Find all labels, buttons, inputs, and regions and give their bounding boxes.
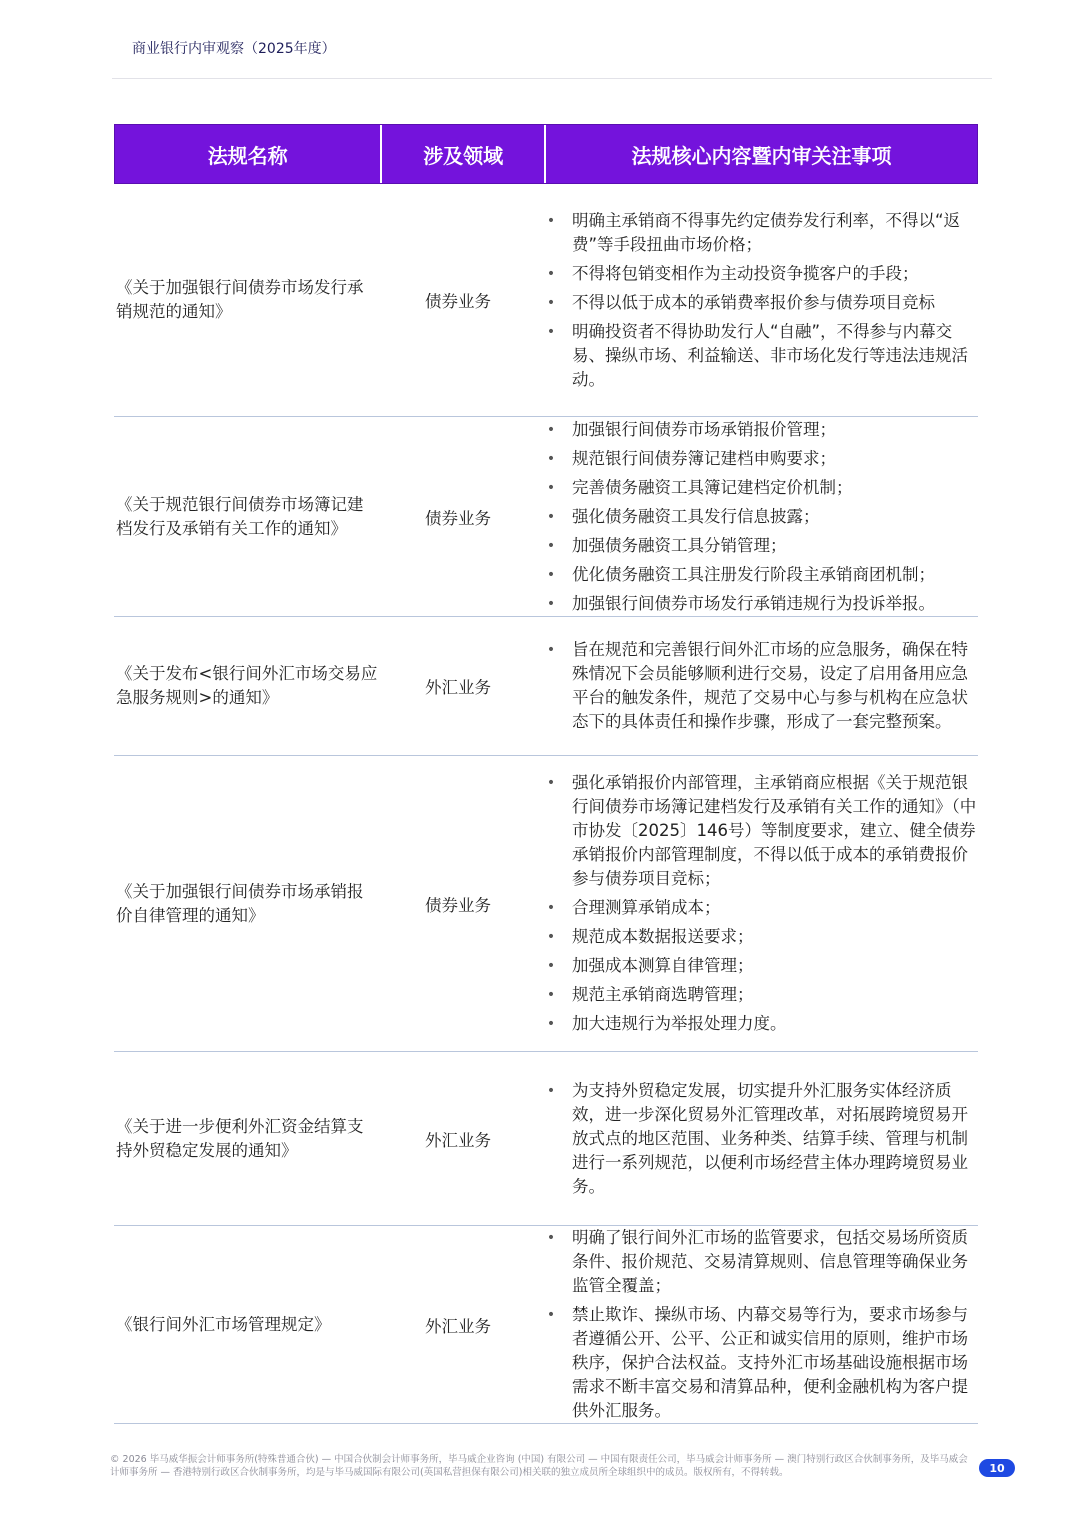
- regulation-points: [546, 617, 978, 755]
- header-divider: [112, 78, 992, 79]
- bullet-icon: •: [546, 1016, 556, 1032]
- bullet-icon: •: [546, 566, 556, 583]
- column-header-name: 法规名称: [115, 125, 382, 183]
- bullet-icon: •: [546, 265, 556, 282]
- page-number-badge: 10: [979, 1459, 1015, 1477]
- point-text: 加强银行间债券市场发行承销违规行为投诉举报。: [572, 593, 935, 613]
- regulation-name: 《关于规范银行间债券市场簿记建档发行及承销有关工作的通知》: [116, 494, 364, 538]
- list-item: [546, 563, 978, 587]
- list-item: [546, 1079, 978, 1199]
- bullet-icon: •: [546, 508, 556, 525]
- table-body: [114, 184, 978, 1424]
- points-list: [546, 638, 978, 734]
- list-item: [546, 771, 978, 891]
- point-text: 加强银行间债券市场承销报价管理；: [572, 419, 836, 439]
- regulation-name: 《关于加强银行间债券市场承销报价自律管理的通知》: [116, 881, 364, 925]
- point-text: 明确投资者不得协助发行人“自融”，不得参与内幕交易、操纵市场、利益输送、非市场化发行等违法违规活动。: [572, 321, 968, 389]
- point-text: 规范主承销商选聘管理；: [572, 985, 754, 1004]
- regulation-domain: 外汇业务: [425, 1316, 491, 1336]
- bullet-icon: •: [546, 479, 556, 496]
- column-header-points: 法规核心内容暨内审关注事项: [631, 143, 892, 168]
- point-text: 完善债务融资工具簿记建档定价机制；: [572, 477, 853, 497]
- bullet-icon: •: [546, 987, 556, 1003]
- column-header-domain: 涉及领域: [382, 125, 546, 183]
- regulation-points: [546, 1052, 978, 1225]
- table-row: [114, 617, 978, 756]
- bullet-icon: •: [546, 294, 556, 311]
- table-header: [114, 124, 978, 184]
- table-row: [114, 184, 978, 417]
- regulation-points: [546, 417, 978, 616]
- bullet-icon: •: [546, 421, 556, 438]
- point-text: 为支持外贸稳定发展，切实提升外汇服务实体经济质效，进一步深化贸易外汇管理改革，对拓展跨境贸易开放式点的地区范围、业务种类、结算手续、管理与机制进行一系列规范，以便利市场经营主体办理跨境贸易业务。: [572, 1080, 968, 1196]
- list-item: [546, 534, 978, 558]
- regulation-name: 《银行间外汇市场管理规定》: [116, 1314, 331, 1334]
- point-text: 明确了银行间外汇市场的监管要求，包括交易场所资质条件、报价规范、交易清算规则、信息管理等确保业务监管全覆盖；: [572, 1228, 968, 1295]
- point-text: 强化承销报价内部管理，主承销商应根据《关于规范银行间债券市场簿记建档发行及承销有关工作的通知》（中市协发〔2025〕146号）等制度要求，建立、健全债券承销报价内部管理制度，不得以低于成本的承销费报价参与债券项目竞标；: [572, 773, 977, 888]
- regulation-name: 《关于发布<银行间外汇市场交易应急服务规则>的通知》: [116, 664, 378, 707]
- point-text: 规范银行间债券簿记建档申购要求；: [572, 448, 836, 468]
- list-item: [546, 418, 978, 442]
- bullet-icon: •: [546, 450, 556, 467]
- regulations-table: [114, 124, 978, 1424]
- point-text: 规范成本数据报送要求；: [572, 927, 754, 946]
- bullet-icon: •: [546, 929, 556, 945]
- list-item: [546, 592, 978, 616]
- table-row: [114, 1226, 978, 1424]
- point-text: 强化债务融资工具发行信息披露；: [572, 506, 820, 526]
- list-item: [546, 1012, 978, 1036]
- regulation-domain: 债券业务: [425, 292, 491, 311]
- points-list: [546, 1079, 978, 1199]
- table-row: [114, 1052, 978, 1226]
- points-list: [546, 771, 978, 1036]
- point-text: 加强债务融资工具分销管理；: [572, 535, 787, 555]
- regulation-points: [546, 756, 978, 1051]
- point-text: 加强成本测算自律管理；: [572, 956, 754, 975]
- regulation-domain: 外汇业务: [425, 1130, 491, 1150]
- list-item: [546, 925, 978, 949]
- list-item: [546, 896, 978, 920]
- list-item: [546, 447, 978, 471]
- bullet-icon: •: [546, 537, 556, 554]
- list-item: [546, 320, 978, 392]
- bullet-icon: •: [546, 595, 556, 612]
- regulation-domain: 外汇业务: [425, 678, 491, 697]
- table-row: [114, 417, 978, 617]
- list-item: [546, 638, 978, 734]
- bullet-icon: •: [546, 1307, 556, 1323]
- page-header-title: 商业银行内审观察（2025年度）: [132, 41, 336, 57]
- bullet-icon: •: [546, 900, 556, 916]
- list-item: [546, 1226, 978, 1298]
- regulation-domain: 债券业务: [425, 508, 491, 528]
- regulation-name: 《关于进一步便利外汇资金结算支持外贸稳定发展的通知》: [116, 1116, 364, 1160]
- bullet-icon: •: [546, 775, 556, 791]
- points-list: [546, 418, 978, 616]
- regulation-name: 《关于加强银行间债券市场发行承销规范的通知》: [116, 278, 364, 321]
- list-item: [546, 954, 978, 978]
- table-row: [114, 756, 978, 1052]
- point-text: 加大违规行为举报处理力度。: [572, 1014, 787, 1033]
- regulation-points: [546, 1226, 978, 1423]
- list-item: [546, 476, 978, 500]
- bullet-icon: •: [546, 212, 556, 229]
- points-list: [546, 209, 978, 392]
- list-item: [546, 1303, 978, 1423]
- point-text: 旨在规范和完善银行间外汇市场的应急服务，确保在特殊情况下会员能够顺利进行交易，设定了启用备用应急平台的触发条件，规范了交易中心与参与机构在应急状态下的具体责任和操作步骤，形成了一套完整预案。: [572, 640, 968, 731]
- regulation-points: [546, 184, 978, 416]
- points-list: [546, 1226, 978, 1423]
- list-item: [546, 505, 978, 529]
- point-text: 不得将包销变相作为主动投资争揽客户的手段；: [572, 263, 919, 283]
- bullet-icon: •: [546, 323, 556, 340]
- list-item: [546, 209, 978, 257]
- regulation-domain: 债券业务: [425, 895, 491, 915]
- list-item: [546, 983, 978, 1007]
- point-text: 明确主承销商不得事先约定债券发行利率，不得以“返费”等手段扭曲市场价格；: [572, 210, 961, 254]
- point-text: 禁止欺诈、操纵市场、内幕交易等行为，要求市场参与者遵循公开、公平、公正和诚实信用的原则，维护市场秩序，保护合法权益。支持外汇市场基础设施根据市场需求不断丰富交易和清算品种，便利金融机构为客户提供外汇服务。: [572, 1305, 968, 1420]
- bullet-icon: •: [546, 1082, 556, 1099]
- bullet-icon: •: [546, 1230, 556, 1246]
- point-text: 合理测算承销成本；: [572, 898, 721, 917]
- list-item: [546, 291, 978, 315]
- point-text: 不得以低于成本的承销费率报价参与债券项目竞标: [572, 292, 935, 312]
- bullet-icon: •: [546, 958, 556, 974]
- point-text: 优化债务融资工具注册发行阶段主承销商团机制；: [572, 564, 935, 584]
- list-item: [546, 262, 978, 286]
- footer-copyright: © 2026 毕马威华振会计师事务所(特殊普通合伙) — 中国合伙制会计师事务所，毕马威企业咨询 (中国) 有限公司 — 中国有限责任公司，毕马威会计师事务所 — 澳门特别行政区合伙制事务所，及毕马威会计师事务所 — 香港特别行政区合伙制事务所，均是与毕马威国际有限公司(英国私营担保有限公司)相关联的独立成员所全球组织中的成员。版权所有，不得转载。: [110, 1454, 968, 1478]
- bullet-icon: •: [546, 642, 556, 658]
